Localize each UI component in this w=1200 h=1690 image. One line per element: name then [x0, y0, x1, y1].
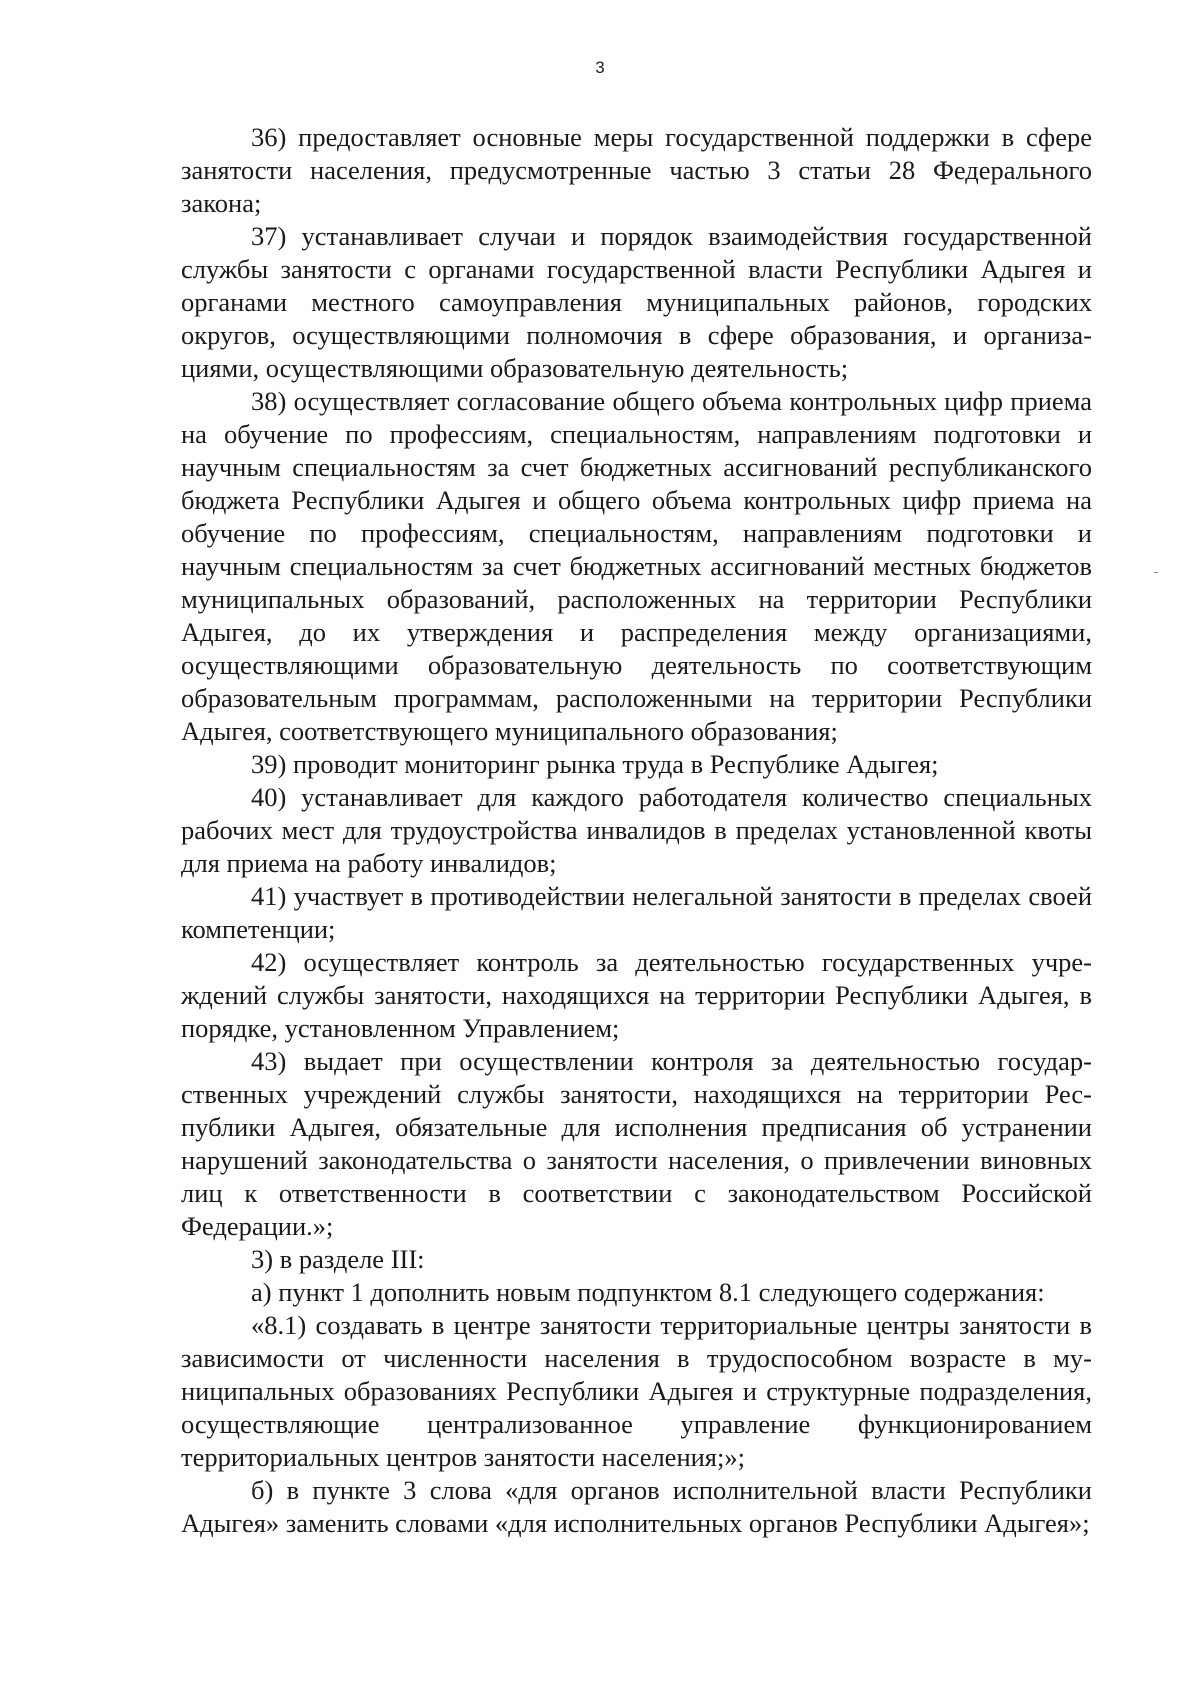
section-iii-heading: 3) в разделе III: [251, 1244, 425, 1274]
paragraph-41: 41) участвует в противодействии нелегальной занятости в пределах своей компетенции; [181, 881, 1092, 944]
paragraph-37: 37) устанавливает случаи и порядок взаимодействия государственной службы занятости с органами государственной власти Республики Адыгея и органами местного самоуправления муниципальных районов, городских округов, осуществляющими полномочия в сфере образования, и организациями, осуществляющими образовательную деятельность; [181, 221, 1092, 383]
document-body [181, 121, 1092, 1540]
paragraph-38: 38) осуществляет согласование общего объема контрольных цифр приема на обучение по профессиям, специальностям, направлениям подготовки и научным специальностям за счет бюджетных ассигнований республиканского бюджета Республики Адыгея и общего объема контрольных цифр приема на обучение по профессиям, специальностям, направлениям подготовки и научным специальностям за счет бюджетных ассигнований местных бюджетов муниципальных образований, расположенных на территории Республики Адыгея, до их утверждения и распределения между организациями, осуществляющими образовательную деятельность по соответствующим образовательным программам, расположенными на территории Республики Адыгея, соответствующего муниципального образования; [181, 386, 1092, 746]
clause-b: б) в пункте 3 слова «для органов исполнительной власти Республики Адыгея» заменить словами «для исполнительных органов Республики Адыгея»; [181, 1475, 1092, 1538]
page-number: 3 [595, 58, 605, 77]
paragraph-40: 40) устанавливает для каждого работодателя количество специальных рабочих мест для трудоустройства инвалидов в пределах установленной квоты для приема на работу инвалидов; [181, 782, 1092, 878]
paragraph-42: 42) осуществляет контроль за деятельностью государственных учреждений службы занятости, находящихся на территории Республики Адыгея, в порядке, установленном Управлением; [181, 947, 1092, 1043]
clause-a: а) пункт 1 дополнить новым подпунктом 8.1 следующего содержания: [251, 1277, 1045, 1307]
paragraph-43: 43) выдает при осуществлении контроля за деятельностью государственных учреждений службы занятости, находящихся на территории Республики Адыгея, обязательные для исполнения предписания об устранении нарушений законодательства о занятости населения, о привлечении виновных лиц к ответственности в соответствии с законодательством Российской Федерации.»; [181, 1046, 1092, 1241]
scan-speck [1154, 572, 1158, 573]
subclause-8-1: «8.1) создавать в центре занятости территориальные центры занятости в зависимости от численности населения в трудоспособном возрасте в муниципальных образованиях Республики Адыгея и структурные подразделения, осуществляющие централизованное управление функционированием территориальных центров занятости населения;»; [181, 1310, 1092, 1472]
paragraph-39: 39) проводит мониторинг рынка труда в Республике Адыгея; [251, 749, 939, 779]
paragraph-36: 36) предоставляет основные меры государственной поддержки в сфере занятости населения, предусмотренные частью 3 статьи 28 Федерального закона; [181, 122, 1092, 218]
